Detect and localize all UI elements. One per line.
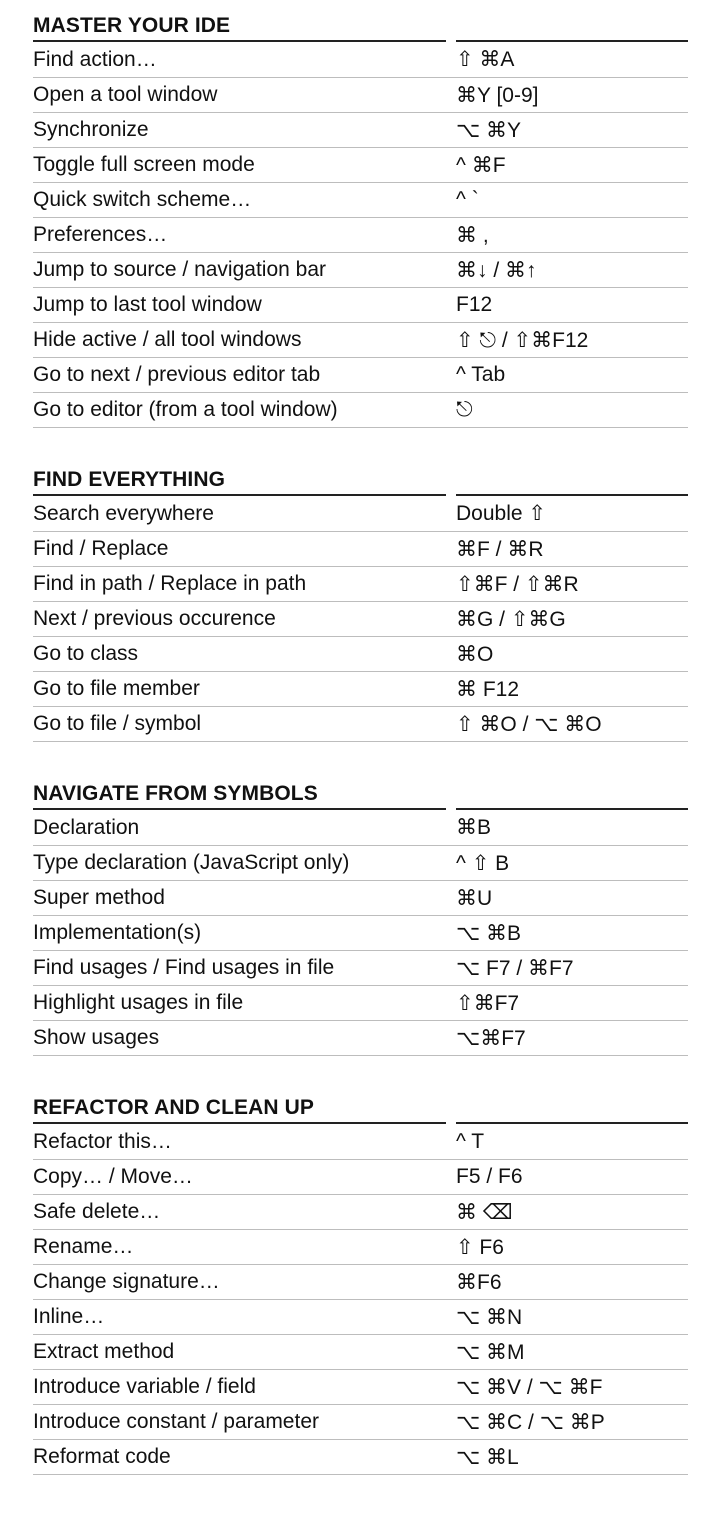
shortcut-action: Jump to source / navigation bar	[33, 258, 326, 281]
shortcut-row	[33, 42, 688, 78]
shortcut-row	[33, 1021, 688, 1056]
shortcut-row	[33, 602, 688, 637]
shortcut-action: Quick switch scheme…	[33, 188, 252, 211]
shortcut-row	[33, 218, 688, 253]
shortcut-row	[33, 1195, 688, 1230]
shortcut-row	[33, 78, 688, 113]
shortcut-action: Next / previous occurence	[33, 607, 276, 630]
shortcut-action: Synchronize	[33, 118, 149, 141]
shortcut-row	[33, 1230, 688, 1265]
section-title: FIND EVERYTHING	[33, 467, 446, 496]
shortcut-row	[33, 707, 688, 742]
shortcut-row	[33, 1440, 688, 1475]
shortcut-keys: ⌥ ⌘Y	[456, 118, 522, 142]
shortcut-action: Find / Replace	[33, 537, 169, 560]
section-title: MASTER YOUR IDE	[33, 13, 446, 42]
shortcut-action: Search everywhere	[33, 501, 214, 525]
shortcut-row	[33, 183, 688, 218]
shortcut-row	[33, 288, 688, 323]
shortcut-keys: ⌘ F12	[456, 677, 520, 701]
shortcut-keys: ⌘O	[456, 642, 494, 666]
section-header	[33, 13, 688, 42]
shortcut-row	[33, 532, 688, 567]
section-rule	[456, 806, 688, 810]
shortcut-action: Reformat code	[33, 1445, 171, 1468]
shortcut-action: Super method	[33, 886, 165, 909]
shortcut-keys: ⌘G / ⇧⌘G	[456, 607, 566, 631]
shortcut-keys: ^ T	[456, 1129, 485, 1153]
shortcut-list	[33, 810, 688, 1056]
shortcut-row	[33, 1160, 688, 1195]
shortcut-row	[33, 113, 688, 148]
shortcut-row	[33, 358, 688, 393]
section-title: REFACTOR AND CLEAN UP	[33, 1095, 446, 1124]
shortcut-row	[33, 393, 688, 428]
shortcut-action: Refactor this…	[33, 1129, 172, 1153]
shortcut-row	[33, 1300, 688, 1335]
shortcut-row	[33, 323, 688, 358]
shortcut-action: Safe delete…	[33, 1200, 161, 1223]
shortcut-keys: ⇧⌘F / ⇧⌘R	[456, 572, 579, 596]
section-header	[33, 1095, 688, 1124]
shortcut-row	[33, 986, 688, 1021]
shortcut-keys: ⌥ ⌘B	[456, 921, 522, 945]
shortcut-keys: ⌘↓ / ⌘↑	[456, 258, 537, 282]
shortcut-list	[33, 496, 688, 742]
shortcut-action: Highlight usages in file	[33, 991, 244, 1014]
shortcut-row	[33, 1124, 688, 1160]
shortcut-list	[33, 1124, 688, 1475]
shortcut-row	[33, 846, 688, 881]
section-master-your-ide	[33, 13, 688, 428]
shortcut-action: Go to editor (from a tool window)	[33, 398, 338, 421]
shortcut-list	[33, 42, 688, 428]
shortcut-row	[33, 496, 688, 532]
shortcut-keys: ⌥⌘F7	[456, 1026, 526, 1050]
shortcut-action: Change signature…	[33, 1270, 220, 1293]
shortcut-action: Go to file member	[33, 677, 200, 700]
shortcut-row	[33, 916, 688, 951]
shortcut-keys: ^ ⌘F	[456, 153, 506, 177]
shortcut-keys: ⎋	[456, 398, 473, 421]
shortcut-keys: ⌘ ⌫	[456, 1200, 513, 1224]
shortcut-keys: ⌘F6	[456, 1270, 502, 1294]
shortcut-action: Open a tool window	[33, 83, 218, 106]
shortcut-action: Find in path / Replace in path	[33, 572, 307, 595]
shortcut-keys: ⌥ ⌘N	[456, 1305, 523, 1329]
shortcut-action: Show usages	[33, 1026, 160, 1049]
shortcut-action: Declaration	[33, 815, 140, 839]
shortcut-row	[33, 881, 688, 916]
section-navigate-from-symbols	[33, 781, 688, 1056]
shortcut-keys: ⌘B	[456, 816, 492, 839]
shortcut-action: Introduce constant / parameter	[33, 1410, 319, 1433]
shortcut-row	[33, 253, 688, 288]
shortcut-keys: ⌘Y [0-9]	[456, 83, 539, 107]
shortcut-keys: ^ `	[456, 188, 479, 211]
shortcut-row	[33, 567, 688, 602]
shortcut-action: Rename…	[33, 1235, 134, 1258]
section-refactor-and-clean-up	[33, 1095, 688, 1475]
shortcut-keys: ⇧ ⌘A	[456, 48, 515, 71]
section-rule	[456, 492, 688, 496]
shortcut-keys: ⌘U	[456, 886, 493, 910]
shortcut-action: Inline…	[33, 1305, 105, 1328]
shortcut-action: Toggle full screen mode	[33, 153, 255, 176]
shortcut-keys: ⌘F / ⌘R	[456, 537, 544, 561]
shortcut-keys: ⌥ ⌘V / ⌥ ⌘F	[456, 1375, 603, 1399]
shortcut-keys: ⇧ ⎋ / ⇧⌘F12	[456, 328, 589, 352]
shortcut-row	[33, 810, 688, 846]
shortcut-row	[33, 1265, 688, 1300]
shortcut-action: Go to file / symbol	[33, 712, 202, 735]
shortcut-row	[33, 672, 688, 707]
shortcut-row	[33, 148, 688, 183]
shortcut-row	[33, 1335, 688, 1370]
shortcut-action: Find action…	[33, 47, 157, 71]
shortcut-keys: ⇧⌘F7	[456, 991, 520, 1015]
shortcut-keys: Double ⇧	[456, 502, 546, 525]
shortcut-action: Go to next / previous editor tab	[33, 363, 321, 386]
shortcut-row	[33, 951, 688, 986]
shortcut-keys: F5 / F6	[456, 1165, 523, 1188]
section-find-everything	[33, 467, 688, 742]
shortcut-action: Preferences…	[33, 223, 168, 246]
shortcut-action: Find usages / Find usages in file	[33, 956, 335, 979]
shortcut-keys: ⌥ F7 / ⌘F7	[456, 956, 574, 980]
section-header	[33, 467, 688, 496]
shortcut-keys: ^ ⇧ B	[456, 851, 510, 875]
section-rule	[456, 1120, 688, 1124]
shortcut-action: Type declaration (JavaScript only)	[33, 851, 350, 874]
shortcut-action: Implementation(s)	[33, 921, 202, 944]
shortcut-row	[33, 637, 688, 672]
shortcut-action: Extract method	[33, 1340, 175, 1363]
section-title: NAVIGATE FROM SYMBOLS	[33, 781, 446, 810]
shortcut-keys: ⇧ ⌘O / ⌥ ⌘O	[456, 712, 602, 736]
shortcut-action: Jump to last tool window	[33, 293, 262, 316]
shortcut-action: Go to class	[33, 642, 139, 665]
section-rule	[456, 38, 688, 42]
shortcut-keys: ⌥ ⌘L	[456, 1445, 519, 1469]
shortcut-keys: ⌥ ⌘C / ⌥ ⌘P	[456, 1410, 605, 1434]
shortcut-keys: ^ Tab	[456, 363, 506, 386]
shortcut-action: Copy… / Move…	[33, 1165, 193, 1188]
shortcut-action: Hide active / all tool windows	[33, 328, 302, 351]
shortcut-row	[33, 1370, 688, 1405]
shortcut-keys: ⇧ F6	[456, 1235, 504, 1259]
shortcut-keys: ⌥ ⌘M	[456, 1340, 525, 1364]
section-header	[33, 781, 688, 810]
shortcut-keys: F12	[456, 293, 493, 316]
shortcut-keys: ⌘ ,	[456, 223, 489, 247]
shortcut-row	[33, 1405, 688, 1440]
shortcut-action: Introduce variable / field	[33, 1375, 256, 1398]
